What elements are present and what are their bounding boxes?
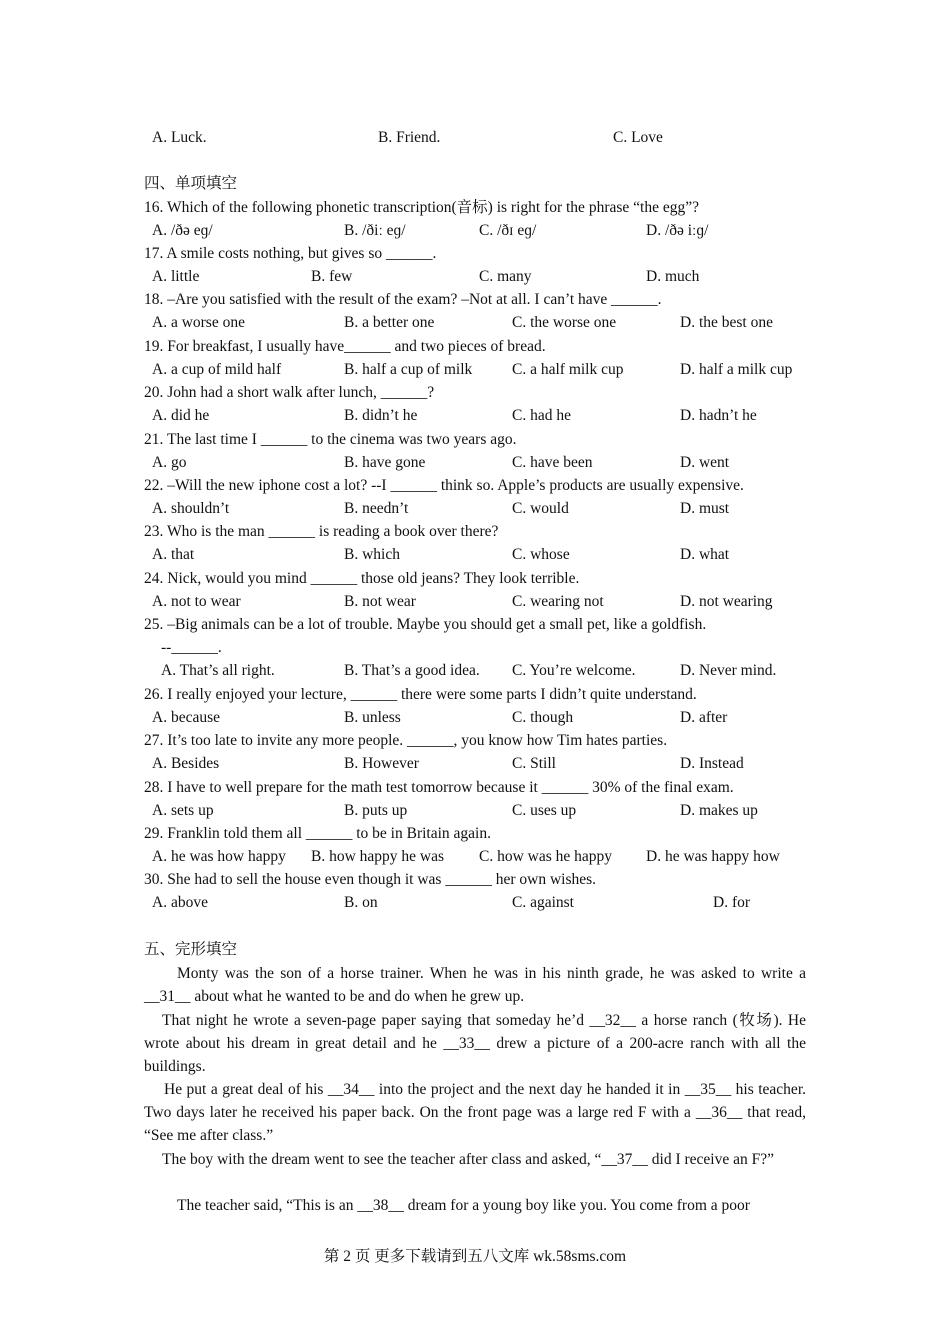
question-stem: 22. –Will the new iphone cost a lot? --I ______ think so. Apple’s products are usually expensive. <box>144 477 744 494</box>
question-stem: 29. Franklin told them all ______ to be in Britain again. <box>144 825 491 842</box>
question-stem: 17. A smile costs nothing, but gives so ______. <box>144 245 437 262</box>
option-a: A. a cup of mild half <box>152 361 282 378</box>
option-b: B. few <box>311 268 353 285</box>
question-stem: 16. Which of the following phonetic transcription(音标) is right for the phrase “the egg”? <box>144 199 699 216</box>
prev-option-b: B. Friend. <box>378 129 441 146</box>
option-b: B. how happy he was <box>311 848 445 865</box>
question-stem: 20. John had a short walk after lunch, ______? <box>144 384 435 401</box>
question-stem: 25. –Big animals can be a lot of trouble. Maybe you should get a small pet, like a goldfish. <box>144 616 707 633</box>
option-a: A. That’s all right. <box>161 662 275 679</box>
cloze-paragraph: The boy with the dream went to see the teacher after class and asked, “__37__ did I receive an F?” <box>162 1151 775 1168</box>
option-a: A. /ðə eɡ/ <box>152 222 213 239</box>
option-b: B. which <box>344 546 400 563</box>
option-d: D. makes up <box>680 802 758 819</box>
option-a: A. sets up <box>152 802 214 819</box>
option-b: B. /ðiː eɡ/ <box>344 222 406 239</box>
option-d: D. not wearing <box>680 593 773 610</box>
question-stem: 27. It’s too late to invite any more people. ______, you know how Tim hates parties. <box>144 732 668 749</box>
option-a: A. shouldn’t <box>152 500 230 517</box>
option-a: A. go <box>152 454 187 471</box>
cloze-paragraph: That night he wrote a seven-page paper saying that someday he’d __32__ a horse ranch (牧场). He wrote about his dream in great detail and he __33__ drew a picture of a 200-acre ranch with all the buildings. <box>144 1012 806 1076</box>
cloze-paragraph: The teacher said, “This is an __38__ dream for a young boy like you. You come from a poor <box>177 1197 750 1214</box>
question-response-blank: --______. <box>161 639 222 656</box>
option-d: D. for <box>713 894 751 911</box>
option-a: A. Besides <box>152 755 220 772</box>
option-a: A. a worse one <box>152 314 245 331</box>
option-d: D. half a milk cup <box>680 361 793 378</box>
cloze-paragraph: Monty was the son of a horse trainer. When he was in his ninth grade, he was asked to write a __31__ about what he wanted to be and do when he grew up. <box>144 965 806 1006</box>
option-c: C. against <box>512 894 574 911</box>
page-footer: 第 2 页 更多下载请到五八文库 wk.58sms.com <box>323 1248 627 1265</box>
option-c: C. many <box>479 268 532 285</box>
option-c: C. the worse one <box>512 314 617 331</box>
question-stem: 28. I have to well prepare for the math test tomorrow because it ______ 30% of the final exam. <box>144 779 734 796</box>
option-d: D. Instead <box>680 755 744 772</box>
option-b: B. unless <box>344 709 401 726</box>
option-b: B. a better one <box>344 314 435 331</box>
option-a: A. did he <box>152 407 210 424</box>
cloze-paragraph: He put a great deal of his __34__ into the project and the next day he handed it in __35__ his teacher. Two days later he received his paper back. On the front page was a large red F with a __36__ that read, “See me after class.” <box>144 1081 806 1145</box>
option-b: B. puts up <box>344 802 408 819</box>
option-c: C. though <box>512 709 574 726</box>
option-c: C. /ðɪ eɡ/ <box>479 222 537 239</box>
option-d: D. /ðə iːɡ/ <box>646 222 709 239</box>
section4-heading: 四、单项填空 <box>144 175 238 192</box>
option-b: B. half a cup of milk <box>344 361 473 378</box>
option-d: D. went <box>680 454 730 471</box>
option-b: B. However <box>344 755 419 772</box>
prev-option-a: A. Luck. <box>152 129 207 146</box>
option-b: B. didn’t he <box>344 407 418 424</box>
option-d: D. he was happy how <box>646 848 780 865</box>
option-d: D. what <box>680 546 730 563</box>
option-d: D. hadn’t he <box>680 407 757 424</box>
option-a: A. because <box>152 709 220 726</box>
question-stem: 26. I really enjoyed your lecture, ______ there were some parts I didn’t quite understand. <box>144 686 697 703</box>
option-c: C. a half milk cup <box>512 361 624 378</box>
option-b: B. not wear <box>344 593 416 610</box>
option-c: C. have been <box>512 454 593 471</box>
option-a: A. above <box>152 894 208 911</box>
option-b: B. on <box>344 894 378 911</box>
section5-heading: 五、完形填空 <box>144 941 238 958</box>
option-d: D. Never mind. <box>680 662 777 679</box>
option-c: C. had he <box>512 407 571 424</box>
option-d: D. the best one <box>680 314 773 331</box>
option-c: C. how was he happy <box>479 848 613 865</box>
prev-option-c: C. Love <box>613 129 663 146</box>
option-a: A. little <box>152 268 200 285</box>
question-stem: 21. The last time I ______ to the cinema was two years ago. <box>144 431 517 448</box>
question-stem: 23. Who is the man ______ is reading a book over there? <box>144 523 499 540</box>
option-a: A. that <box>152 546 195 563</box>
option-b: B. needn’t <box>344 500 409 517</box>
option-c: C. Still <box>512 755 556 772</box>
question-stem: 18. –Are you satisfied with the result of the exam? –Not at all. I can’t have ______. <box>144 291 662 308</box>
option-d: D. much <box>646 268 700 285</box>
option-b: B. have gone <box>344 454 426 471</box>
option-d: D. must <box>680 500 730 517</box>
option-c: C. whose <box>512 546 570 563</box>
option-c: C. wearing not <box>512 593 604 610</box>
question-stem: 30. She had to sell the house even though it was ______ her own wishes. <box>144 871 597 888</box>
option-b: B. That’s a good idea. <box>344 662 480 679</box>
option-a: A. he was how happy <box>152 848 286 865</box>
option-c: C. uses up <box>512 802 577 819</box>
question-stem: 19. For breakfast, I usually have______ and two pieces of bread. <box>144 338 546 355</box>
option-d: D. after <box>680 709 728 726</box>
question-stem: 24. Nick, would you mind ______ those old jeans? They look terrible. <box>144 570 580 587</box>
option-a: A. not to wear <box>152 593 241 610</box>
option-c: C. would <box>512 500 569 517</box>
option-c: C. You’re welcome. <box>512 662 636 679</box>
